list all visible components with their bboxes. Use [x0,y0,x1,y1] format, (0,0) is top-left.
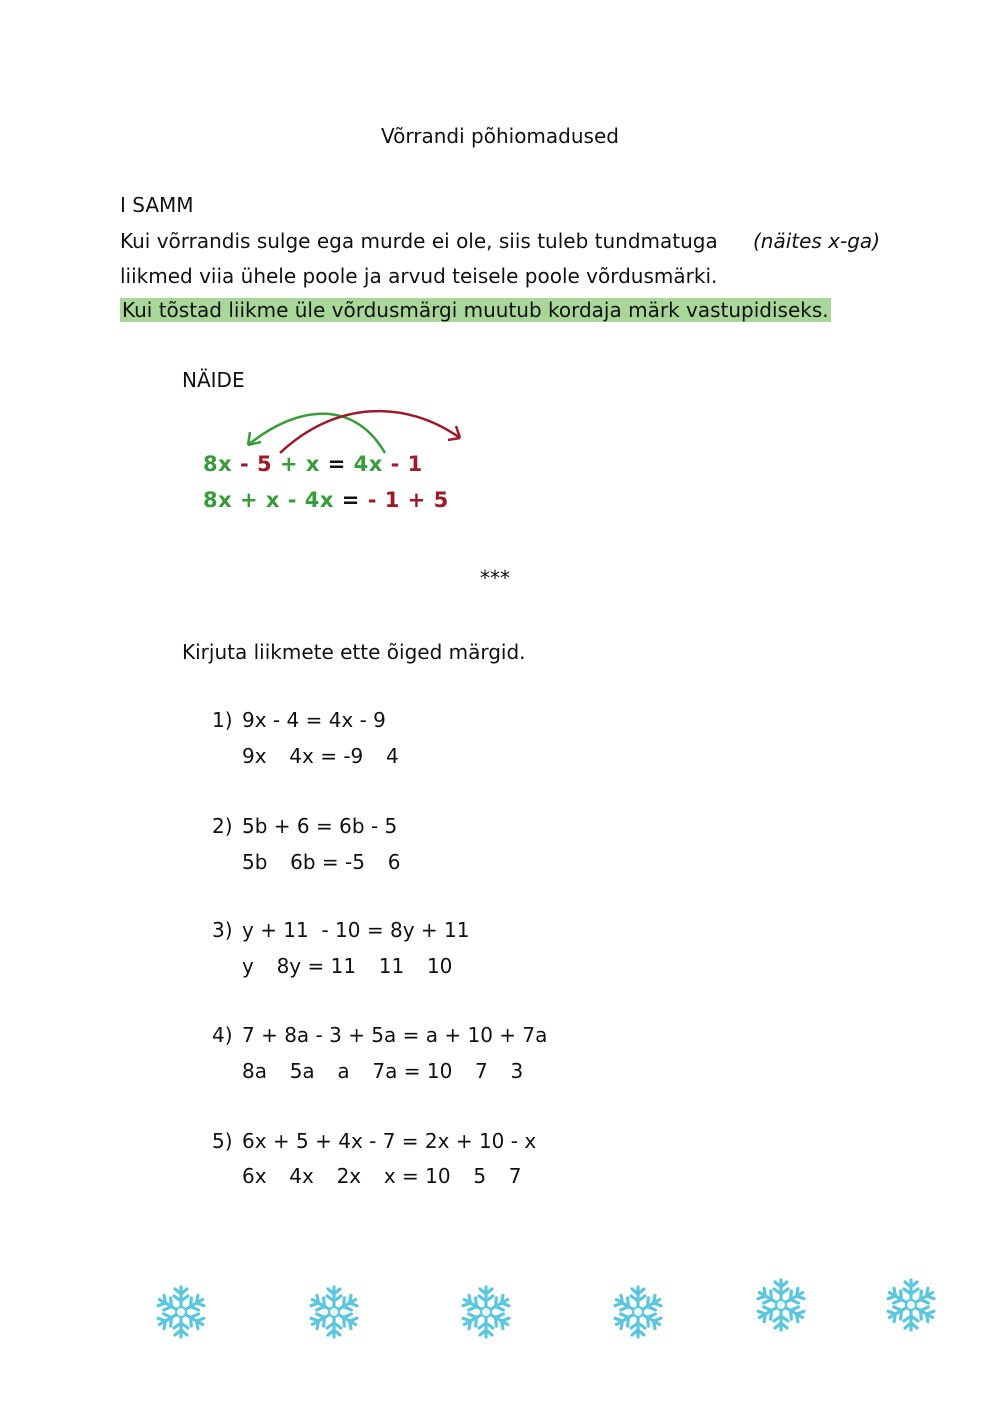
answer-term: 10 [426,954,453,978]
task-2-number: 2) [212,814,233,838]
term: 8x [203,488,233,512]
answer-term: 7a = 10 [372,1059,453,1083]
task-1-number: 1) [212,708,233,732]
answer-term: 6x [242,1164,267,1188]
answer-term: 2x [336,1164,362,1188]
snowflake-icon [883,1277,939,1333]
answer-term: 8y = 11 [276,954,357,978]
task-4-number: 4) [212,1023,233,1047]
answer-term: 4 [385,744,399,768]
term: - [287,488,297,512]
term: 5 [257,452,273,476]
rule-highlight [120,298,831,322]
term: - [239,452,250,476]
answer-term: 5b [242,850,268,874]
task-3-equation: y + 11 - 10 = 8y + 11 [242,918,470,942]
page-title: Võrrandi põhiomadused [381,124,619,148]
rule-text: Kui tõstad liikme üle võrdusmärgi muutub kordaja märk vastupidiseks. [122,298,829,322]
separator: *** [480,566,510,590]
green-arrow-icon [248,414,385,453]
term: - [390,452,400,476]
term: 1 [384,488,400,512]
instruction: Kirjuta liikmete ette õiged märgid. [182,640,526,664]
step-line-1-text: Kui võrrandis sulge ega murde ei ole, siis tuleb tundmatuga [120,229,718,253]
term: 8x [203,452,233,476]
term: x [265,488,280,512]
term: 1 [407,452,423,476]
task-4-answer [242,1059,523,1083]
step-heading: I SAMM [120,193,194,217]
task-1-answer [242,744,399,768]
answer-term: 9x [242,744,267,768]
task-5-equation: 6x + 5 + 4x - 7 = 2x + 10 - x [242,1129,537,1153]
answer-term: 8a [242,1059,267,1083]
example-row-1 [203,452,423,476]
answer-term: 6b = -5 [290,850,365,874]
snowflake-icon [610,1284,666,1340]
answer-term: 4x = -9 [289,744,364,768]
term: + [407,488,426,512]
task-3-answer [242,954,452,978]
answer-term: 6 [387,850,401,874]
term: - [367,488,377,512]
term: 4x [304,488,334,512]
example-label: NÄIDE [182,368,245,392]
term: 5 [433,488,449,512]
task-4-equation: 7 + 8a - 3 + 5a = a + 10 + 7a [242,1023,548,1047]
snowflake-icon [753,1277,809,1333]
term: x [305,452,320,476]
term: 4x [353,452,383,476]
step-line-1-note: (näites x-ga) [752,229,880,253]
task-3-number: 3) [212,918,233,942]
step-line-1 [120,229,880,253]
term: = [341,488,360,512]
task-5-number: 5) [212,1129,233,1153]
step-line-2: liikmed viia ühele poole ja arvud teisele poole võrdusmärki. [120,264,718,288]
task-2-answer [242,850,400,874]
snowflake-icon [458,1284,514,1340]
answer-term: 3 [510,1059,524,1083]
snowflake-icon [153,1284,209,1340]
term: = [327,452,346,476]
term: + [239,488,259,512]
answer-term: a [337,1059,350,1083]
task-5-answer [242,1164,522,1188]
answer-term: y [242,954,254,978]
answer-term: 4x [289,1164,314,1188]
answer-term: 7 [475,1059,488,1083]
task-1-equation: 9x - 4 = 4x - 9 [242,708,386,732]
answer-term: 5 [473,1164,487,1188]
task-2-equation: 5b + 6 = 6b - 5 [242,814,398,838]
snowflake-icon [306,1284,362,1340]
answer-term: 5a [289,1059,315,1083]
answer-term: x = 10 [383,1164,451,1188]
term: + [279,452,299,476]
answer-term: 11 [378,954,405,978]
example-row-2 [203,488,449,512]
answer-term: 7 [508,1164,522,1188]
